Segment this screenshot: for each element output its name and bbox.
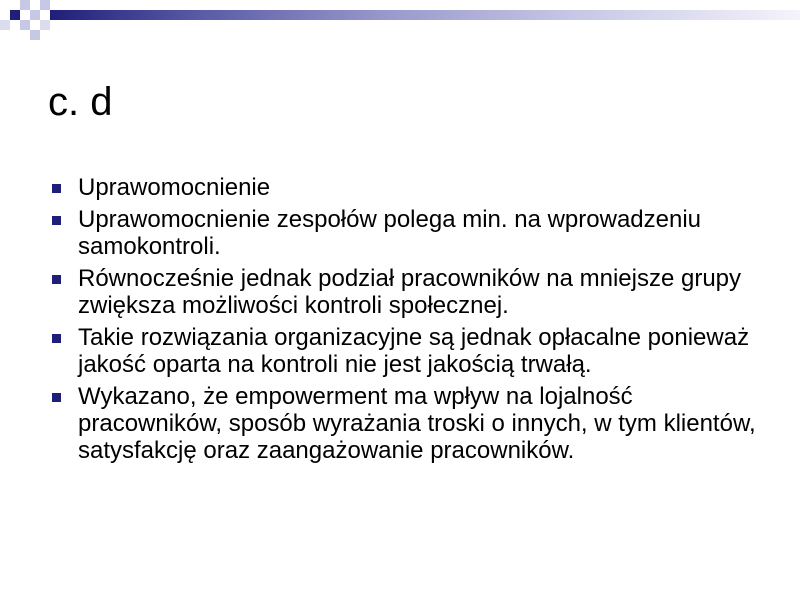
square-bullet-icon [52,334,61,343]
bullet-item [48,174,768,201]
bullet-text: Uprawomocnienie zespołów polega min. na wprowadzeniu samokontroli. [78,206,702,260]
decorative-square [10,10,20,20]
bullet-item [48,206,768,260]
bullet-text: Równocześnie jednak podział pracowników na mniejsze grupy zwiększa możliwości kontroli społecznej. [78,265,742,319]
decorative-square [40,0,50,10]
square-bullet-icon [52,184,61,193]
decorative-square [20,0,30,10]
square-bullet-icon [52,216,61,225]
square-bullet-icon [52,393,61,402]
bullet-item [48,324,768,378]
decorative-square [30,30,40,40]
bullet-text: Uprawomocnienie [78,174,271,201]
decorative-square [40,20,50,30]
decorative-square [20,20,30,30]
decorative-square [30,10,40,20]
bullet-list [48,174,768,469]
decorative-square [0,20,10,30]
bullet-text: Takie rozwiązania organizacyjne są jednak opłacalne ponieważ jakość oparta na kontroli nie jest jakością trwałą. [78,324,750,378]
header-gradient-bar [50,10,800,20]
bullet-item [48,265,768,319]
bullet-item [48,383,768,464]
square-bullet-icon [52,275,61,284]
bullet-text: Wykazano, że empowerment ma wpływ na lojalność pracowników, sposób wyrażania troski o innych, w tym klientów, satysfakcję oraz zaangażowanie pracowników. [78,383,756,464]
slide-title: c. d [48,80,113,124]
